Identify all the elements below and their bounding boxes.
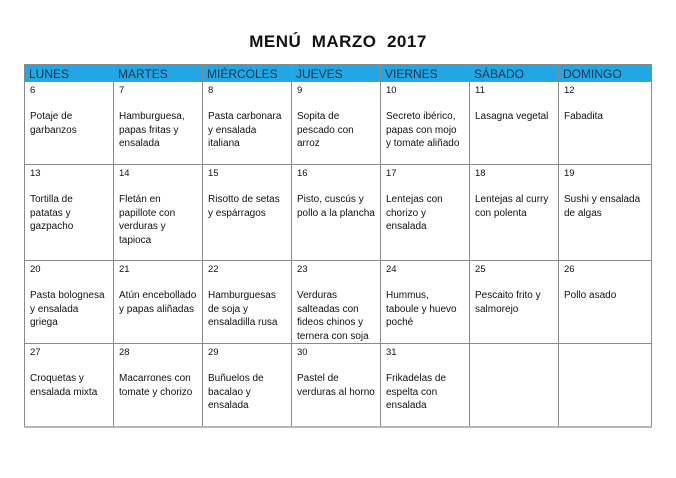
day-cell xyxy=(470,82,559,165)
header-thursday: JUEVES xyxy=(292,65,381,82)
dish-text: Pollo asado xyxy=(564,290,617,301)
dish-text: Hamburguesa, papas fritas y ensalada xyxy=(119,111,185,149)
day-cell xyxy=(559,165,652,261)
week-row xyxy=(25,261,652,344)
dish-text: Lasagna vegetal xyxy=(475,111,549,122)
header-monday: LUNES xyxy=(25,65,114,82)
day-cell xyxy=(292,344,381,428)
day-cell xyxy=(25,165,114,261)
day-cell xyxy=(381,261,470,344)
day-number: 9 xyxy=(297,85,303,96)
day-cell xyxy=(559,82,652,165)
day-cell xyxy=(292,165,381,261)
week-row xyxy=(25,165,652,261)
day-cell xyxy=(203,261,292,344)
header-wednesday: MIÉRCOLES xyxy=(203,65,292,82)
dish-text: Croquetas y ensalada mixta xyxy=(30,373,98,398)
day-number: 20 xyxy=(30,264,41,275)
day-number: 27 xyxy=(30,347,41,358)
day-number: 26 xyxy=(564,264,575,275)
day-cell xyxy=(203,165,292,261)
day-number: 21 xyxy=(119,264,130,275)
day-cell xyxy=(559,261,652,344)
day-cell xyxy=(114,261,203,344)
day-number: 18 xyxy=(475,168,486,179)
page-title xyxy=(0,32,676,52)
day-number: 29 xyxy=(208,347,219,358)
dish-text: Macarrones con tomate y chorizo xyxy=(119,373,193,398)
day-number: 11 xyxy=(475,85,485,96)
day-number: 13 xyxy=(30,168,41,179)
day-number: 24 xyxy=(386,264,397,275)
day-cell xyxy=(292,82,381,165)
day-number xyxy=(475,346,553,360)
day-cell xyxy=(381,344,470,428)
dish-text: Hummus, taboule y huevo poché xyxy=(386,290,457,328)
dish-text: Fabadita xyxy=(564,111,603,122)
day-cell xyxy=(114,82,203,165)
day-number: 10 xyxy=(386,85,397,96)
empty-day-cell xyxy=(470,344,559,428)
dish-text: Potaje de garbanzos xyxy=(30,111,77,136)
day-number: 23 xyxy=(297,264,308,275)
day-number: 17 xyxy=(386,168,397,179)
day-cell xyxy=(114,165,203,261)
dish-text: Buñuelos de bacalao y ensalada xyxy=(208,373,264,411)
header-friday: VIERNES xyxy=(381,65,470,82)
day-cell xyxy=(292,261,381,344)
dish-text: Verduras salteadas con fideos chinos y ternera con soja xyxy=(297,290,369,342)
day-cell xyxy=(381,165,470,261)
dish-text: Secreto ibérico, papas con mojo y tomate aliñado xyxy=(386,111,460,149)
dish-text: Pasta carbonara y ensalada italiana xyxy=(208,111,282,149)
day-number: 28 xyxy=(119,347,130,358)
dish-text: Pasta bolognesa y ensalada griega xyxy=(30,290,105,328)
day-number: 30 xyxy=(297,347,308,358)
week-row xyxy=(25,344,652,428)
dish-text: Frikadelas de espelta con ensalada xyxy=(386,373,447,411)
weekday-header-row xyxy=(25,65,652,82)
day-cell xyxy=(203,344,292,428)
dish-text: Hamburguesas de soja y ensaladilla rusa xyxy=(208,290,278,328)
day-number: 15 xyxy=(208,168,219,179)
day-number: 8 xyxy=(208,85,214,96)
day-number: 14 xyxy=(119,168,130,179)
day-number: 19 xyxy=(564,168,575,179)
week-row xyxy=(25,82,652,165)
dish-text: Sopita de pescado con arroz xyxy=(297,111,354,149)
day-number: 31 xyxy=(386,347,397,358)
dish-text: Risotto de setas y espárragos xyxy=(208,194,280,219)
empty-day-cell xyxy=(559,344,652,428)
menu-title-text: MENÚ MARZO 2017 xyxy=(249,32,427,51)
header-tuesday: MARTES xyxy=(114,65,203,82)
day-cell xyxy=(25,261,114,344)
day-number: 16 xyxy=(297,168,308,179)
day-cell xyxy=(381,82,470,165)
dish-text: Lentejas al curry con polenta xyxy=(475,194,549,219)
day-number: 22 xyxy=(208,264,219,275)
dish-text: Lentejas con chorizo y ensalada xyxy=(386,194,443,232)
day-number: 25 xyxy=(475,264,486,275)
day-cell xyxy=(25,82,114,165)
dish-text: Atún encebollado y papas aliñadas xyxy=(119,290,197,315)
monthly-menu-table xyxy=(24,64,652,428)
dish-text: Pisto, cuscús y pollo a la plancha xyxy=(297,194,375,219)
day-cell xyxy=(114,344,203,428)
dish-text: Pastel de verduras al horno xyxy=(297,373,375,398)
dish-text: Pescaito frito y salmorejo xyxy=(475,290,541,315)
day-cell xyxy=(25,344,114,428)
dish-text: Fletán en papillote con verduras y tapioca xyxy=(119,194,176,246)
header-sunday: DOMINGO xyxy=(559,65,652,82)
header-saturday: SÁBADO xyxy=(470,65,559,82)
day-number: 7 xyxy=(119,85,125,96)
day-number xyxy=(564,346,646,360)
day-cell xyxy=(470,165,559,261)
day-number: 12 xyxy=(564,85,575,96)
day-cell xyxy=(203,82,292,165)
day-number: 6 xyxy=(30,85,36,96)
dish-text: Sushi y ensalada de algas xyxy=(564,194,641,219)
day-cell xyxy=(470,261,559,344)
dish-text: Tortilla de patatas y gazpacho xyxy=(30,194,74,232)
